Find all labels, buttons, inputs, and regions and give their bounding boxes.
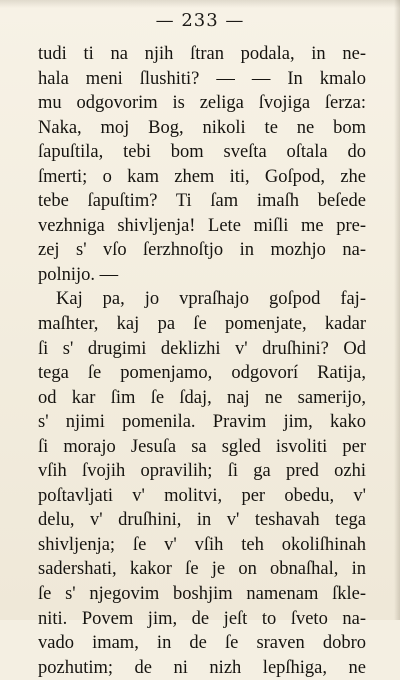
page-right-shadow <box>394 0 400 620</box>
text-line: ſi s' drugimi deklizhi v' druſhini? Od <box>38 338 366 359</box>
text-line: ſe s' njegovim boshjim namenam ſkle- <box>38 584 366 605</box>
text-line: maſhter, kaj pa ſe pomenjate, kadar <box>38 314 366 335</box>
page-number: — 233 — <box>155 10 245 31</box>
text-line: vſih ſvojih opravilih; ſi ga pred ozhi <box>38 461 366 482</box>
text-line: delu, v' druſhini, in v' teshavah tega <box>38 510 366 531</box>
text-line: shivljenja; ſe v' vſih teh okoliſhinah <box>38 534 366 555</box>
page-top-shadow <box>0 0 400 8</box>
text-line: ſapuſtila, tebi bom sveſta oſtala do <box>38 142 366 163</box>
text-line: s' njimi pomenila. Pravim jim, kako <box>38 412 366 433</box>
text-line: vado imam, in de ſe sraven dobro <box>38 633 366 654</box>
text-line: polnijo. — <box>38 264 119 285</box>
text-line: pozhutim; de ni nizh lepſhiga, ne <box>38 657 366 678</box>
text-line: mu odgovorim is zeliga ſvojiga ſerza: <box>38 93 366 114</box>
text-line: tebe ſapuſtim? Ti ſam imaſh beſede <box>38 191 366 212</box>
paragraph-start-line: Kaj pa, jo vpraſhajo goſpod faj- <box>56 289 366 310</box>
text-line: tega ſe pomenjamo, odgovorí Ratija, <box>38 363 366 384</box>
text-line: ſmerti; o kam zhem iti, Goſpod, zhe <box>38 166 366 187</box>
body-text <box>38 42 366 680</box>
text-line: od kar ſim ſe ſdaj, naj ne samerijo, <box>38 387 366 408</box>
text-line: niti. Povem jim, de jeſt to ſveto na- <box>38 608 366 629</box>
text-line: zej s' vſo ſerzhnoſtjo in mozhjo na- <box>38 240 366 261</box>
text-line: sadershati, kakor ſe je on obnaſhal, in <box>38 559 366 580</box>
text-line: tudi ti na njih ſtran podala, in ne- <box>38 44 366 64</box>
text-line: hala meni ſlushiti? — — In kmalo <box>38 68 366 89</box>
text-line: poſtavljati v' molitvi, per obedu, v' <box>38 485 366 506</box>
text-line: ſi morajo Jesuſa sa sgled isvoliti per <box>38 436 366 457</box>
text-line: vezhniga shivljenja! Lete miſli me pre- <box>38 215 366 236</box>
text-line: Naka, moj Bog, nikoli te ne bom <box>38 117 366 138</box>
